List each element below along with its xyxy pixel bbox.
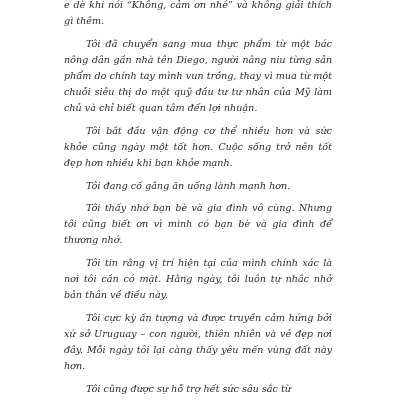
paragraph-6: Tôi tin rằng vị trí hiện tại của mình chính xác là nơi tôi cần có mặt. Hằng ngày, tôi luôn tự nhắc nhở bản thân về điều này. bbox=[64, 257, 332, 302]
paragraph-1: e dè khi nói “Không, cảm ơn nhé” và không giải thích gì thêm. bbox=[64, 0, 332, 28]
paragraph-2: Tôi đã chuyển sang mua thực phẩm từ một bác nông dân gần nhà tên Diego, người nâng niu từng sản phẩm do chính tay mình vun trồng, thay vì mua từ một chuỗi siêu thị do một quỹ đầu tư tư nhân của Mỹ làm chủ và chỉ biết quan tâm đến lợi nhuận. bbox=[64, 38, 332, 115]
paragraph-7: Tôi cực kỳ ấn tượng và được truyền cảm hứng bởi xứ sở Uruguay – con người, thiên nhiên và vẻ đẹp nơi đây. Mỗi ngày tôi lại càng thấy yêu mến vùng đất này hơn. bbox=[64, 312, 332, 373]
paragraph-4: Tôi đang cố gắng ăn uống lành mạnh hơn. bbox=[86, 180, 291, 192]
paragraph-8: Tôi cũng được sự hỗ trợ hết sức sâu sắc từ bbox=[86, 383, 291, 395]
text-column bbox=[64, 0, 332, 398]
paragraph-5: Tôi thấy nhớ bạn bè và gia đình vô cùng. Nhưng tôi cũng biết ơn vì mình có bạn bè và gia đình để thương nhớ. bbox=[64, 202, 332, 247]
paragraph-3: Tôi bắt đầu vận động cơ thể nhiều hơn và sức khỏe cũng ngày một tốt hơn. Cuộc sống trở nên tốt đẹp hơn nhiều khi bạn khỏe mạnh. bbox=[64, 125, 332, 170]
